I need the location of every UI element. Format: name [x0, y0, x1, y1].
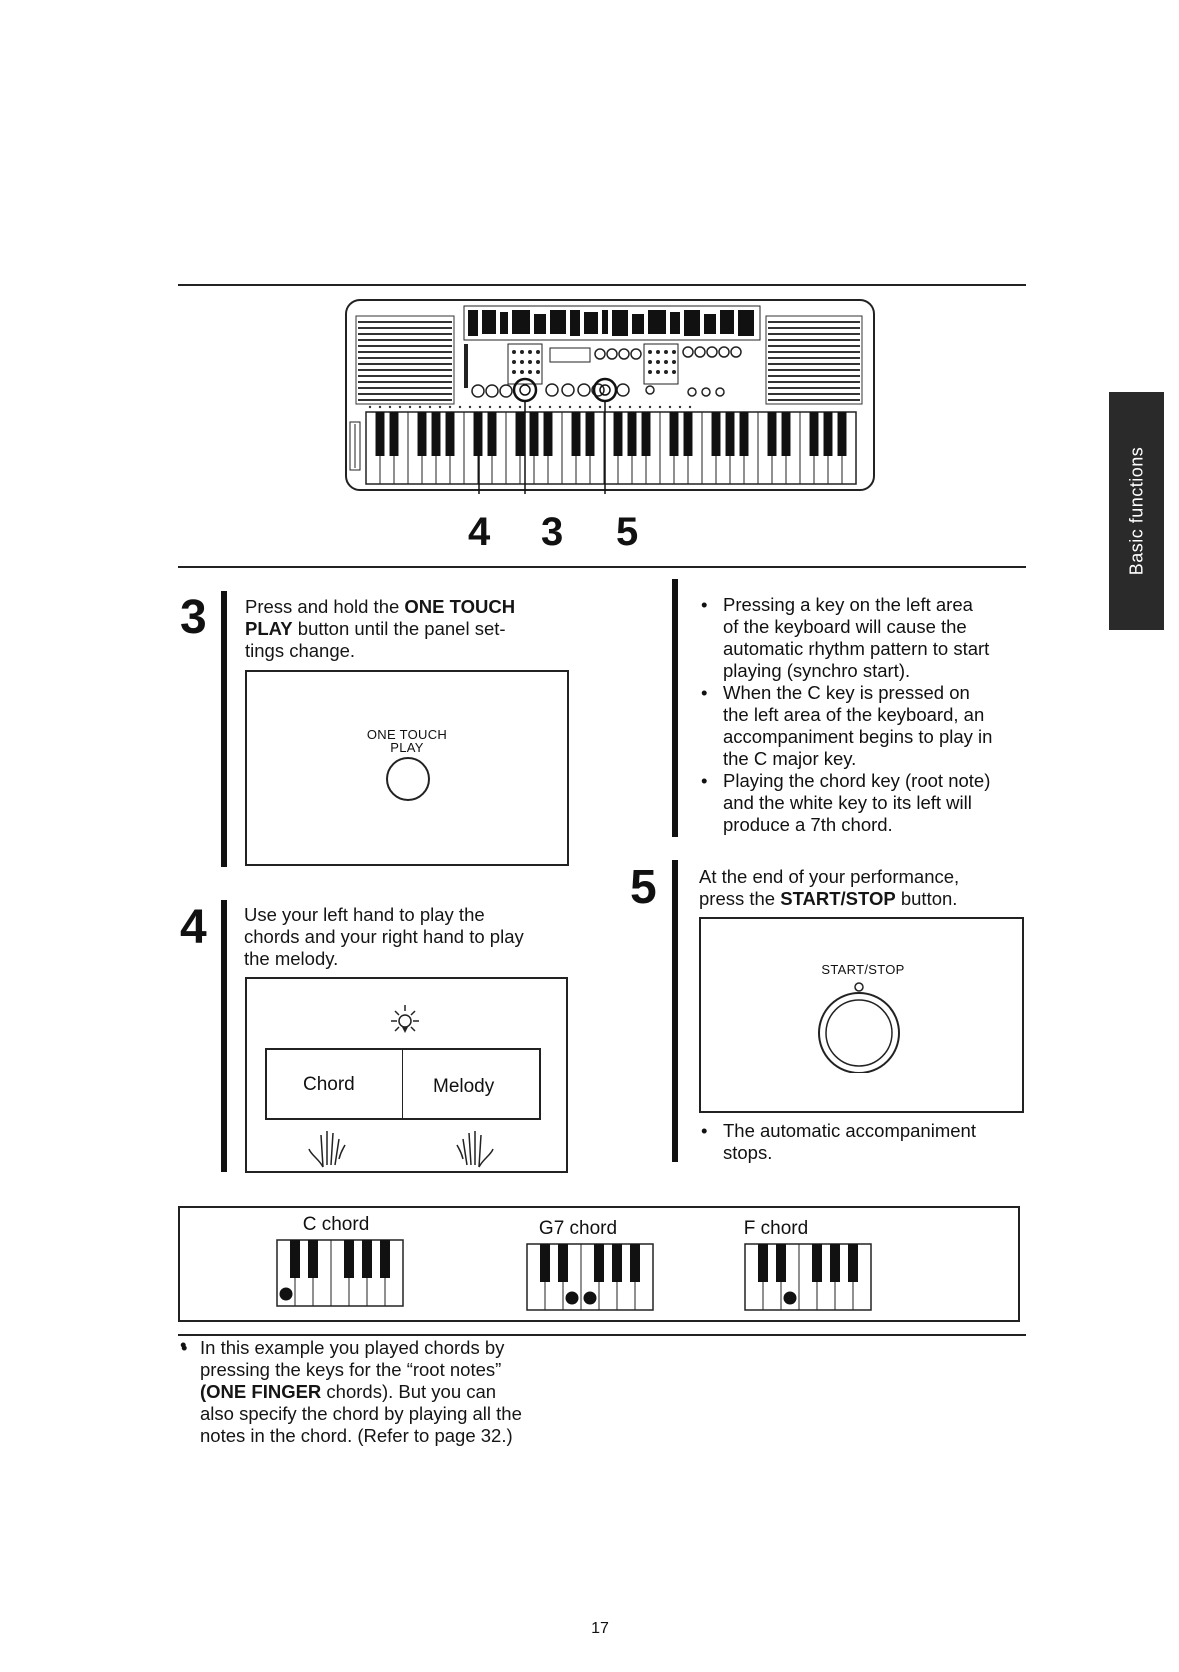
- g7-chord-label: G7 chord: [538, 1218, 618, 1239]
- keyboard-keys: [350, 412, 856, 484]
- black-key: [812, 1244, 822, 1282]
- black-key: [776, 1244, 786, 1282]
- black-key: [758, 1244, 768, 1282]
- black-key: [540, 1244, 550, 1282]
- section-tab: [1109, 392, 1164, 630]
- step-3-instruction: Press and hold the ONE TOUCH PLAY button until the panel set- tings change.: [245, 596, 516, 661]
- section-tab-label: Basic functions: [1126, 446, 1146, 576]
- one-touch-play-label: ONE TOUCH PLAY: [366, 727, 448, 755]
- black-key: [558, 1244, 568, 1282]
- left-hand-icon: [301, 1125, 349, 1169]
- pressed-key-dot: [784, 1292, 797, 1305]
- page-number: 17: [591, 1620, 609, 1637]
- start-stop-button[interactable]: [814, 979, 904, 1073]
- start-stop-label: START/STOP: [821, 962, 905, 977]
- black-key: [612, 1244, 622, 1282]
- start-stop-panel: [699, 917, 1024, 1113]
- step-4-bar: [221, 900, 227, 1172]
- right-hand-icon: [453, 1125, 501, 1169]
- footnote-bullet: •: [181, 1337, 188, 1358]
- step-3-bar: [221, 591, 227, 867]
- step-3-number: 3: [180, 591, 207, 644]
- black-key: [362, 1240, 372, 1278]
- pressed-key-dot: [280, 1288, 293, 1301]
- c-chord-keys: [276, 1238, 408, 1310]
- note-item: • Pressing a key on the left area of the keyboard will cause the automatic rhythm pattern to start playing (synchro start).: [699, 594, 1029, 682]
- callout-4: 4: [468, 510, 491, 554]
- step-5-number: 5: [630, 861, 657, 914]
- hand-position-panel: [245, 977, 568, 1173]
- keyboard-illustration: [340, 296, 880, 556]
- black-key: [344, 1240, 354, 1278]
- f-chord-label: F chord: [743, 1218, 809, 1239]
- c-chord-label: C chord: [302, 1214, 370, 1235]
- black-key: [594, 1244, 604, 1282]
- footnote-text: In this example you played chords by pressing the keys for the “root notes” (ONE FINGER chords). But you can also specify the chord by playing all the notes in the chord. (Refer to page 32.): [200, 1337, 522, 1446]
- black-key: [848, 1244, 858, 1282]
- one-touch-play-panel: [245, 670, 569, 866]
- black-key: [380, 1240, 390, 1278]
- keyboard-zones: [265, 1048, 541, 1120]
- step-4-number: 4: [180, 901, 207, 954]
- note-item: • The automatic accompaniment stops.: [699, 1120, 1029, 1164]
- right-notes-bar: [672, 579, 678, 837]
- pressed-key-dot: [566, 1292, 579, 1305]
- black-key: [308, 1240, 318, 1278]
- black-key: [630, 1244, 640, 1282]
- synchro-start-notes: [699, 594, 1029, 836]
- step-4-instruction: Use your left hand to play the chords and your right hand to play the melody.: [244, 904, 524, 969]
- chord-examples-box: [178, 1206, 1020, 1322]
- g7-chord-keys: [526, 1242, 658, 1314]
- light-bulb-icon: [385, 1001, 425, 1041]
- melody-zone-label: Melody: [433, 1076, 495, 1097]
- top-rule: [178, 284, 1026, 286]
- callout-5: 5: [616, 510, 639, 554]
- black-key: [290, 1240, 300, 1278]
- note-item: • Playing the chord key (root note) and the white key to its left will produce a 7th chord.: [699, 770, 1029, 836]
- chord-zone-label: Chord: [303, 1074, 355, 1095]
- callout-3: 3: [541, 510, 564, 554]
- note-item: • When the C key is pressed on the left area of the keyboard, an accompaniment begins to play in the C major key.: [699, 682, 1029, 770]
- one-touch-play-button[interactable]: [385, 756, 431, 802]
- section-rule: [178, 566, 1026, 568]
- start-stop-note: [699, 1120, 1029, 1164]
- bottom-rule: [178, 1334, 1026, 1336]
- step-5-instruction: At the end of your performance, press the START/STOP button.: [699, 866, 960, 909]
- step-5-bar: [672, 860, 678, 1162]
- black-key: [830, 1244, 840, 1282]
- pressed-key-dot: [584, 1292, 597, 1305]
- f-chord-keys: [744, 1242, 876, 1314]
